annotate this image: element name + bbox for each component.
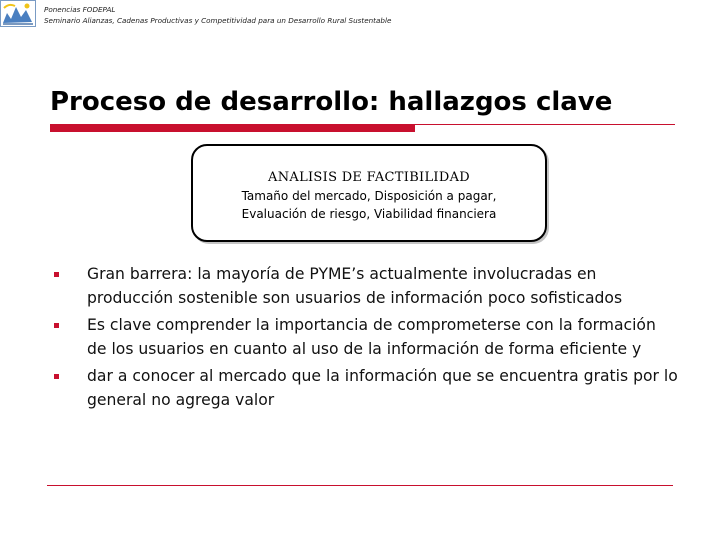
bullet-square-icon xyxy=(54,374,59,379)
title-accent-line xyxy=(415,124,675,125)
bullet-square-icon xyxy=(54,323,59,328)
header-org-line: Ponencias FODEPAL xyxy=(44,5,116,14)
bullet-text: Gran barrera: la mayoría de PYME’s actualmente involucradas en producción sostenible son usuarios de información poco sofisticados xyxy=(87,265,623,307)
list-item xyxy=(50,313,680,361)
title-accent-bar xyxy=(50,124,415,132)
factibility-callout-box xyxy=(191,144,547,242)
list-item xyxy=(50,262,680,310)
presentation-header xyxy=(44,4,391,26)
header-seminar-line: Seminario Alianzas, Cadenas Productivas y Competitividad para un Desarrollo Rural Sustentable xyxy=(44,16,392,25)
callout-line-1: Tamaño del mercado, Disposición a pagar, xyxy=(241,189,497,203)
bullet-square-icon xyxy=(54,272,59,277)
callout-heading: ANALISIS DE FACTIBILIDAD xyxy=(268,170,470,185)
list-item xyxy=(50,364,680,412)
callout-line-2: Evaluación de riesgo, Viabilidad financiera xyxy=(241,207,497,221)
footer-divider xyxy=(47,485,673,486)
bullet-text: Es clave comprender la importancia de comprometerse con la formación de los usuarios en cuanto al uso de la información de forma eficiente y xyxy=(87,316,656,358)
fodepal-logo-icon xyxy=(0,0,36,27)
bullet-text: dar a conocer al mercado que la información que se encuentra gratis por lo general no agrega valor xyxy=(87,367,678,409)
slide-title: Proceso de desarrollo: hallazgos clave xyxy=(50,87,613,117)
bullet-list xyxy=(50,262,680,415)
